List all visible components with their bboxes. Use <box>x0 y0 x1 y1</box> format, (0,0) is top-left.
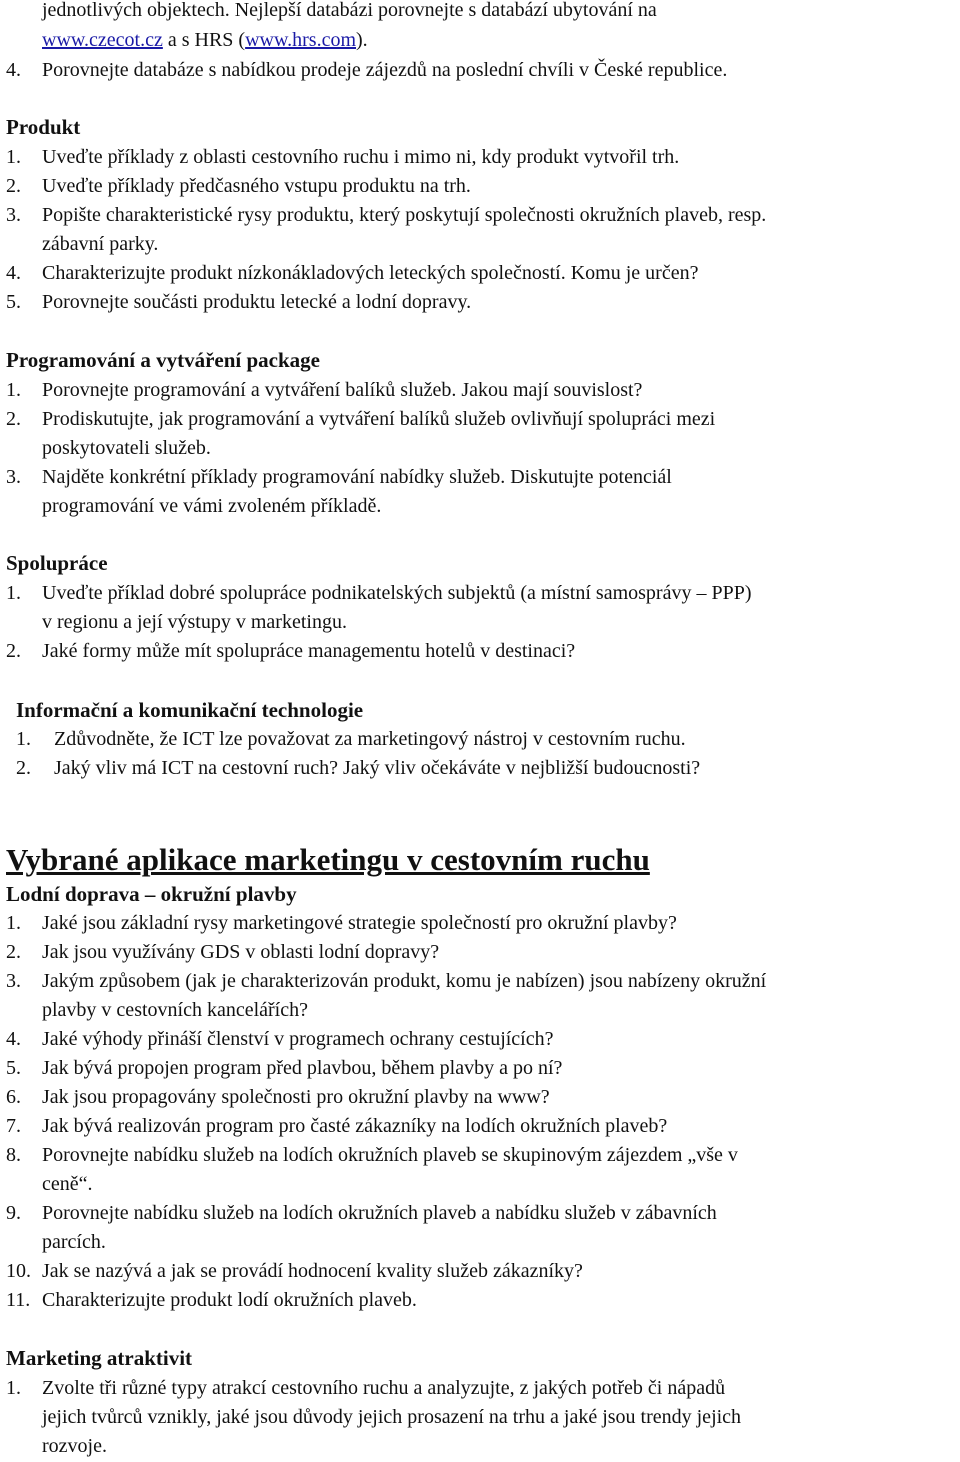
intro-item-number: 4. <box>6 59 21 81</box>
section-heading-ict: Informační a komunikační technologie <box>16 698 364 722</box>
hrs-link[interactable]: www.hrs.com <box>245 29 357 51</box>
list-item: Zvolte tři různé typy atrakcí cestovního ruchu a analyzujte, z jakých potřeb či nápadů <box>42 1377 726 1399</box>
list-item-number: 1. <box>6 582 21 604</box>
list-item: Jak bývá realizován program pro časté zákazníky na lodích okružních plaveb? <box>42 1115 668 1137</box>
list-item-number: 7. <box>6 1115 21 1137</box>
list-item: Zdůvodněte, že ICT lze považovat za marketingový nástroj v cestovním ruchu. <box>54 728 686 750</box>
list-item: Najděte konkrétní příklady programování nabídky služeb. Diskutujte potenciál <box>42 466 672 488</box>
list-item: Jakým způsobem (jak je charakterizován produkt, komu je nabízen) jsou nabízeny okružní <box>42 970 767 992</box>
list-item-number: 2. <box>6 640 21 662</box>
list-item-number: 1. <box>6 1377 21 1399</box>
list-item-number: 5. <box>6 291 21 313</box>
list-item: Popište charakteristické rysy produktu, který poskytují společnosti okružních plaveb, resp. <box>42 204 767 226</box>
czecot-link[interactable]: www.czecot.cz <box>42 29 163 51</box>
list-item-continuation: programování ve vámi zvoleném příkladě. <box>42 495 382 517</box>
section-heading-lodni-doprava: Lodní doprava – okružní plavby <box>6 882 297 906</box>
list-item-continuation: rozvoje. <box>42 1435 107 1457</box>
list-item-continuation: poskytovateli služeb. <box>42 437 211 459</box>
list-item: Charakterizujte produkt nízkonákladových leteckých společností. Komu je určen? <box>42 262 699 284</box>
list-item: Jaké jsou základní rysy marketingové strategie společností pro okružní plavby? <box>42 912 677 934</box>
list-item: Jaké formy může mít spolupráce managementu hotelů v destinaci? <box>42 640 576 662</box>
list-item-number: 5. <box>6 1057 21 1079</box>
list-item-number: 6. <box>6 1086 21 1108</box>
list-item-number: 10. <box>6 1260 31 1282</box>
list-item-number: 4. <box>6 262 21 284</box>
intro-links-line: www.czecot.cz a s HRS (www.hrs.com). <box>42 29 368 51</box>
list-item-continuation: ceně“. <box>42 1173 93 1195</box>
list-item: Porovnejte nabídku služeb na lodích okružních plaveb se skupinovým zájezdem „vše v <box>42 1144 738 1166</box>
section-heading-spoluprace: Spolupráce <box>6 551 108 575</box>
list-item-continuation: plavby v cestovních kancelářích? <box>42 999 308 1021</box>
list-item-number: 1. <box>6 912 21 934</box>
list-item-number: 1. <box>16 728 31 750</box>
list-item-number: 2. <box>16 757 31 779</box>
list-item-number: 3. <box>6 466 21 488</box>
list-item-continuation: v regionu a její výstupy v marketingu. <box>42 611 347 633</box>
list-item: Porovnejte součásti produktu letecké a lodní dopravy. <box>42 291 472 313</box>
list-item-number: 11. <box>6 1289 31 1311</box>
intro-item-text: Porovnejte databáze s nabídkou prodeje zájezdů na poslední chvíli v České republice. <box>42 59 728 81</box>
list-item: Jak jsou propagovány společnosti pro okružní plavby na www? <box>42 1086 550 1108</box>
list-item-number: 1. <box>6 379 21 401</box>
list-item: Uveďte příklady z oblasti cestovního ruchu i mimo ni, kdy produkt vytvořil trh. <box>42 146 680 168</box>
list-item: Porovnejte nabídku služeb na lodích okružních plaveb a nabídku služeb v zábavních <box>42 1202 717 1224</box>
list-item: Jaké výhody přináší členství v programech ochrany cestujících? <box>42 1028 554 1050</box>
section-heading-produkt: Produkt <box>6 115 81 139</box>
list-item-number: 3. <box>6 970 21 992</box>
list-item: Jak jsou využívány GDS v oblasti lodní dopravy? <box>42 941 440 963</box>
chapter-title: Vybrané aplikace marketingu v cestovním ruchu <box>6 842 650 877</box>
section-heading-marketing-atraktivit: Marketing atraktivit <box>6 1346 193 1370</box>
section-heading-programovani: Programování a vytváření package <box>6 348 320 372</box>
list-item-continuation: zábavní parky. <box>42 233 159 255</box>
list-item: Jak bývá propojen program před plavbou, během plavby a po ní? <box>42 1057 563 1079</box>
list-item-number: 4. <box>6 1028 21 1050</box>
list-item-continuation: jejich tvůrců vznikly, jaké jsou důvody jejich prosazení na trhu a jaké jsou trendy jejich <box>42 1406 742 1428</box>
list-item-number: 1. <box>6 146 21 168</box>
list-item-number: 2. <box>6 175 21 197</box>
intro-line: jednotlivých objektech. Nejlepší databázi porovnejte s databází ubytování na <box>42 0 657 21</box>
list-item-number: 8. <box>6 1144 21 1166</box>
list-item: Jaký vliv má ICT na cestovní ruch? Jaký vliv očekáváte v nejbližší budoucnosti? <box>54 757 701 779</box>
list-item-number: 2. <box>6 408 21 430</box>
list-item-number: 2. <box>6 941 21 963</box>
list-item: Charakterizujte produkt lodí okružních plaveb. <box>42 1289 417 1311</box>
list-item: Uveďte příklady předčasného vstupu produktu na trh. <box>42 175 471 197</box>
list-item-continuation: parcích. <box>42 1231 106 1253</box>
list-item: Porovnejte programování a vytváření balíků služeb. Jakou mají souvislost? <box>42 379 643 401</box>
list-item-number: 3. <box>6 204 21 226</box>
list-item: Uveďte příklad dobré spolupráce podnikatelských subjektů (a místní samosprávy – PPP) <box>42 582 752 604</box>
list-item-number: 9. <box>6 1202 21 1224</box>
list-item: Jak se nazývá a jak se provádí hodnocení kvality služeb zákazníky? <box>42 1260 583 1282</box>
list-item: Prodiskutujte, jak programování a vytváření balíků služeb ovlivňují spolupráci mezi <box>42 408 716 430</box>
